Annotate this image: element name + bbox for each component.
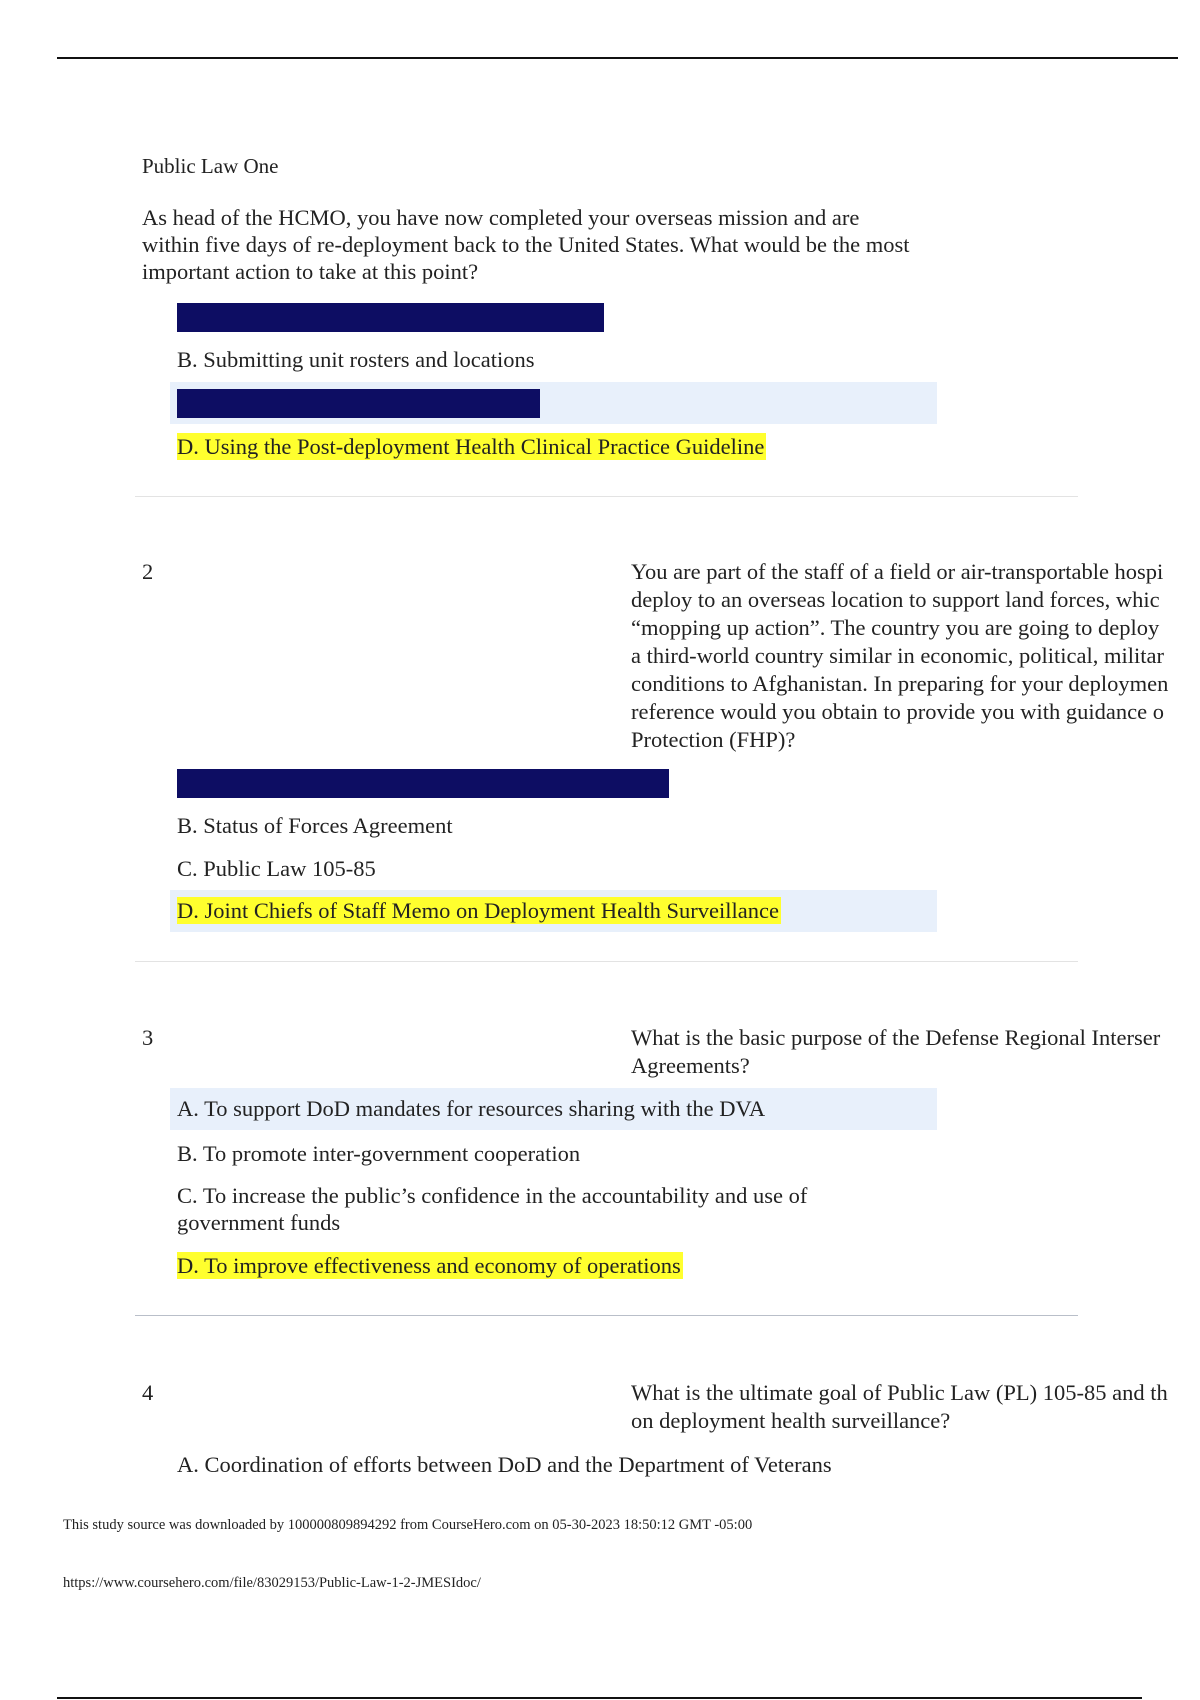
bottom-rule [57,1697,1142,1699]
source-url: https://www.coursehero.com/file/83029153/Public-Law-1-2-JMESIdoc/ [63,1575,481,1591]
question-2-option-c: C. Public Law 105-85 [177,856,376,881]
question-2-option-b: B. Status of Forces Agreement [177,813,453,838]
redacted-option-a [177,769,669,798]
question-3-option-d [177,1252,683,1279]
question-4-number: 4 [142,1380,154,1405]
question-4-text: What is the ultimate goal of Public Law (PL) 105-85 and th on deployment health surveillance? [631,1380,1168,1433]
question-divider [135,1315,1078,1316]
document-title: Public Law One [142,154,279,178]
answer-highlight: D. To improve effectiveness and economy of operations [177,1253,681,1278]
top-rule [57,57,1178,59]
question-3-number: 3 [142,1025,154,1050]
answer-highlight: D. Using the Post-deployment Health Clinical Practice Guideline [177,434,765,459]
download-notice: This study source was downloaded by 100000809894292 from CourseHero.com on 05-30-2023 18:50:12 GMT -05:00 [63,1517,753,1533]
redacted-option-c [177,389,540,418]
question-3-option-b: B. To promote inter-government cooperation [177,1141,581,1166]
redacted-option-a [177,303,604,332]
question-1-option-b: B. Submitting unit rosters and locations [177,347,535,372]
question-1-text: As head of the HCMO, you have now completed your overseas mission and are within five days of re-deployment back to the United States. What would be the most important action to take at this point? [142,205,910,284]
question-1-option-d [177,433,766,460]
question-3-option-a: A. To support DoD mandates for resources sharing with the DVA [177,1096,766,1121]
answer-highlight: D. Joint Chiefs of Staff Memo on Deployment Health Surveillance [177,898,779,923]
question-2-number: 2 [142,559,154,584]
question-2-text: You are part of the staff of a field or air-transportable hospi deploy to an overseas location to support land forces, whic “mopping up action”. The country you are going to deploy a third-world country similar in economic, political, militar conditions to Afghanistan. In preparing for your deploymen reference would you obtain to provide you with guidance o Protection (FHP)? [631,559,1169,752]
question-4-option-a: A. Coordination of efforts between DoD and the Department of Veterans [177,1452,832,1477]
question-divider [135,961,1078,962]
question-2-option-d [177,897,781,924]
question-3-option-c: C. To increase the public’s confidence in the accountability and use of government funds [177,1183,808,1235]
question-divider [135,496,1078,497]
question-3-text: What is the basic purpose of the Defense Regional Interser Agreements? [631,1025,1161,1078]
